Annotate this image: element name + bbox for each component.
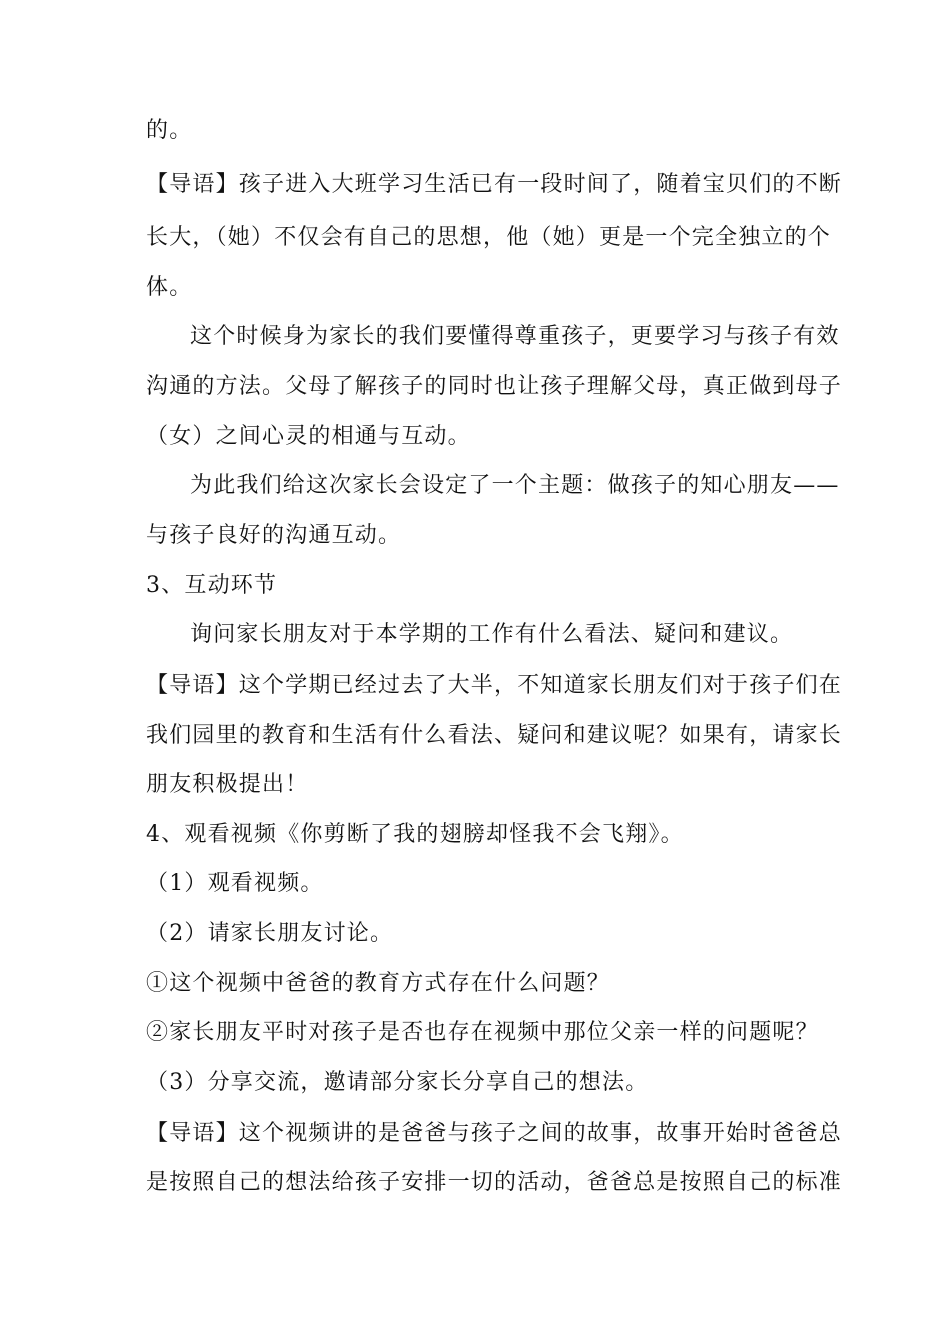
list-item: ②家长朋友平时对孩子是否也存在视频中那位父亲一样的问题呢？ xyxy=(146,1020,819,1045)
text-line: 这个时候身为家长的我们要懂得尊重孩子，更要学习与孩子有效 xyxy=(190,324,840,349)
text-line: 为此我们给这次家长会设定了一个主题：做孩子的知心朋友—— xyxy=(190,473,840,498)
text-line: 【导语】这个视频讲的是爸爸与孩子之间的故事，故事开始时爸爸总 xyxy=(146,1121,843,1146)
text-line: 我们园里的教育和生活有什么看法、疑问和建议呢？如果有，请家长 xyxy=(146,723,843,748)
text-line: 【导语】这个学期已经过去了大半，不知道家长朋友们对于孩子们在 xyxy=(146,673,843,698)
text-line: 与孩子良好的沟通互动。 xyxy=(146,523,402,548)
text-line: 是按照自己的想法给孩子安排一切的活动，爸爸总是按照自己的标准 xyxy=(146,1170,843,1195)
list-item: ①这个视频中爸爸的教育方式存在什么问题？ xyxy=(146,971,611,996)
text-line: 朋友积极提出！ xyxy=(146,772,309,797)
text-line: 长大，（她）不仅会有自己的思想，他（她）更是一个完全独立的个 xyxy=(146,225,832,250)
text-line: 沟通的方法。父母了解孩子的同时也让孩子理解父母，真正做到母子 xyxy=(146,374,843,399)
text-line: （女）之间心灵的相通与互动。 xyxy=(146,424,471,449)
list-item: （2）请家长朋友讨论。 xyxy=(146,921,394,946)
section-heading: 4、观看视频《你剪断了我的翅膀却怪我不会飞翔》。 xyxy=(146,822,684,847)
list-item: （3）分享交流，邀请部分家长分享自己的想法。 xyxy=(146,1070,649,1095)
list-item: （1）观看视频。 xyxy=(146,871,324,896)
text-line: 询问家长朋友对于本学期的工作有什么看法、疑问和建议。 xyxy=(190,622,794,647)
text-line: 的。 xyxy=(146,118,193,143)
text-line: 体。 xyxy=(146,275,193,300)
section-heading: 3、互动环节 xyxy=(146,573,278,598)
text-line: 【导语】孩子进入大班学习生活已有一段时间了，随着宝贝们的不断 xyxy=(146,172,843,197)
